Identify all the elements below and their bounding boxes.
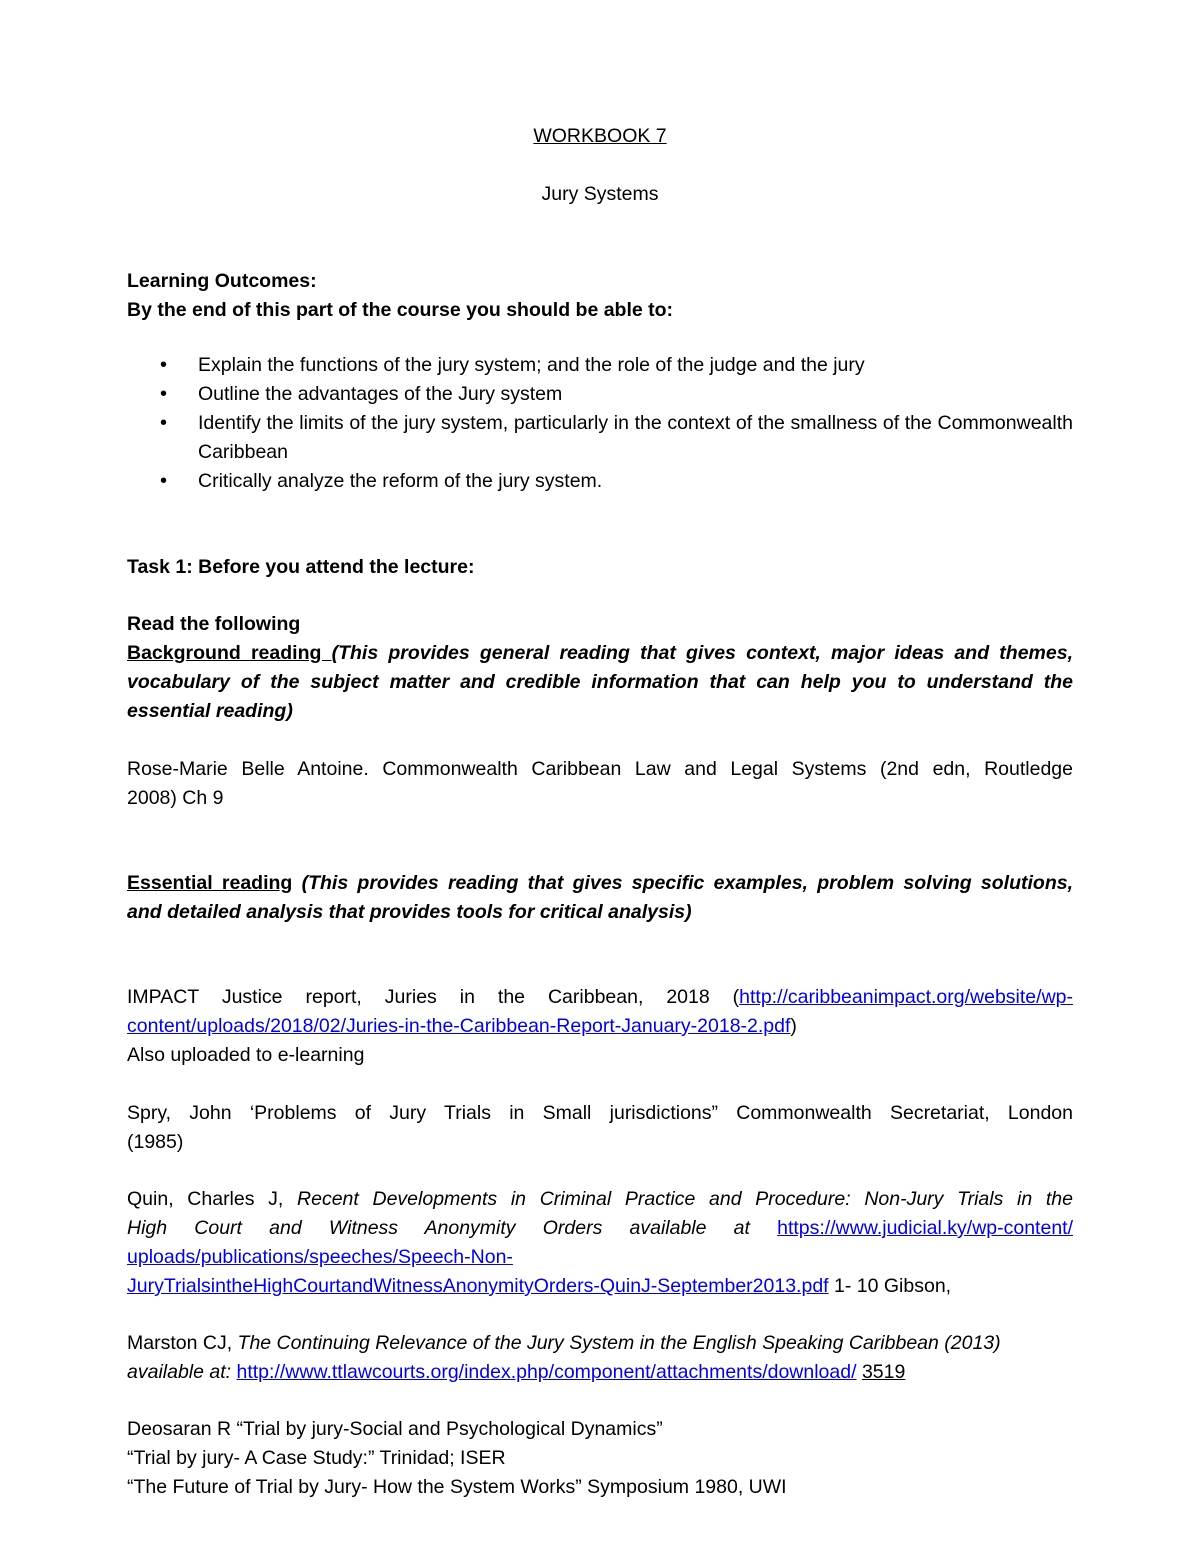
deosaran-ref-line3: “The Future of Trial by Jury- How the System Works” Symposium 1980, UWI	[127, 1476, 787, 1498]
marston-ref-line1	[127, 1329, 1073, 1358]
quin-ref-line4	[127, 1272, 1073, 1301]
quin-url-link-cont[interactable]: uploads/publications/speeches/Speech-Non-	[127, 1246, 513, 1268]
essential-reading-label: Essential reading	[127, 872, 293, 894]
impact-ref-line2	[127, 1012, 1073, 1041]
background-reading-label: Background reading	[127, 642, 332, 664]
marston-available: available at:	[127, 1361, 237, 1383]
spry-ref-line2: (1985)	[127, 1131, 184, 1153]
list-item	[160, 380, 1073, 409]
background-reading-line2: vocabulary of the subject matter and credible information that can help you to understand the	[127, 671, 1073, 693]
marston-title: The Continuing Relevance of the Jury System in the English Speaking Caribbean (2013)	[237, 1332, 1001, 1354]
background-reading-line1	[127, 639, 1073, 668]
bullet-icon: •	[160, 412, 168, 434]
background-reading-line3: essential reading)	[127, 700, 293, 722]
bullet-icon: •	[160, 354, 168, 376]
quin-title: Recent Developments in Criminal Practice and Procedure: Non-Jury Trials in the	[297, 1188, 1073, 1210]
essential-reading-line1	[127, 869, 1073, 898]
marston-attachment-number: 3519	[861, 1361, 906, 1383]
task1-heading: Task 1: Before you attend the lecture:	[127, 556, 475, 578]
deosaran-ref-line2: “Trial by jury- A Case Study:” Trinidad; ISER	[127, 1447, 506, 1469]
essential-reading-desc: (This provides reading that gives specific examples, problem solving solutions,	[292, 872, 1073, 894]
read-following: Read the following	[127, 613, 301, 635]
quin-ref-line3	[127, 1243, 1073, 1272]
list-item	[160, 351, 1073, 380]
background-reading-desc: (This provides general reading that gives context, major ideas and themes,	[331, 642, 1073, 664]
quin-pages: 1- 10 Gibson,	[828, 1275, 952, 1297]
antoine-ref-line2: 2008) Ch 9	[127, 787, 224, 809]
impact-url-link-cont[interactable]: content/uploads/2018/02/Juries-in-the-Caribbean-Report-January-2018-2.pdf	[127, 1015, 791, 1037]
bullet-icon: •	[160, 470, 168, 492]
list-item	[160, 467, 1073, 496]
marston-url-link[interactable]: http://www.ttlawcourts.org/index.php/component/attachments/download/	[236, 1361, 857, 1383]
learning-outcomes-heading: Learning Outcomes:	[127, 270, 317, 292]
deosaran-ref-line1: Deosaran R “Trial by jury-Social and Psychological Dynamics”	[127, 1418, 663, 1440]
impact-close-paren: )	[790, 1015, 797, 1037]
spry-ref-line1: Spry, John ‘Problems of Jury Trials in Small jurisdictions” Commonwealth Secretariat, London	[127, 1102, 1073, 1124]
quin-ref-line2	[127, 1214, 1073, 1243]
quin-url-link-end[interactable]: JuryTrialsintheHighCourtandWitnessAnonymityOrders-QuinJ-September2013.pdf	[127, 1275, 829, 1297]
list-item	[160, 409, 1073, 467]
list-item-text: Explain the functions of the jury system; and the role of the judge and the jury	[198, 354, 865, 376]
quin-author: Quin, Charles J,	[127, 1188, 298, 1210]
workbook-title: WORKBOOK 7	[533, 125, 667, 147]
marston-ref-line2	[127, 1358, 1073, 1387]
list-item-text: Outline the advantages of the Jury system	[198, 383, 563, 405]
essential-reading-line2: and detailed analysis that provides tools for critical analysis)	[127, 901, 692, 923]
impact-url-link[interactable]: http://caribbeanimpact.org/website/wp-	[739, 986, 1073, 1008]
quin-ref-line1	[127, 1185, 1073, 1214]
list-item-text: Identify the limits of the jury system, particularly in the context of the smallness of the Commonwealth Caribbean	[198, 412, 1073, 463]
quin-url-link[interactable]: https://www.judicial.ky/wp-content/	[777, 1217, 1073, 1239]
impact-ref-text: IMPACT Justice report, Juries in the Caribbean, 2018 (	[127, 986, 740, 1008]
list-item-text: Critically analyze the reform of the jury system.	[198, 470, 603, 492]
learning-outcomes-intro: By the end of this part of the course you should be able to:	[127, 299, 674, 321]
learning-outcomes-list	[160, 351, 1073, 496]
antoine-ref-line1: Rose-Marie Belle Antoine. Commonwealth Caribbean Law and Legal Systems (2nd edn, Routledge	[127, 758, 1073, 780]
quin-title-cont: High Court and Witness Anonymity Orders available at	[127, 1217, 778, 1239]
marston-author: Marston CJ,	[127, 1332, 238, 1354]
workbook-subtitle: Jury Systems	[541, 183, 659, 205]
impact-elearning-note: Also uploaded to e-learning	[127, 1044, 365, 1066]
bullet-icon: •	[160, 383, 168, 405]
impact-ref-line1	[127, 983, 1073, 1012]
